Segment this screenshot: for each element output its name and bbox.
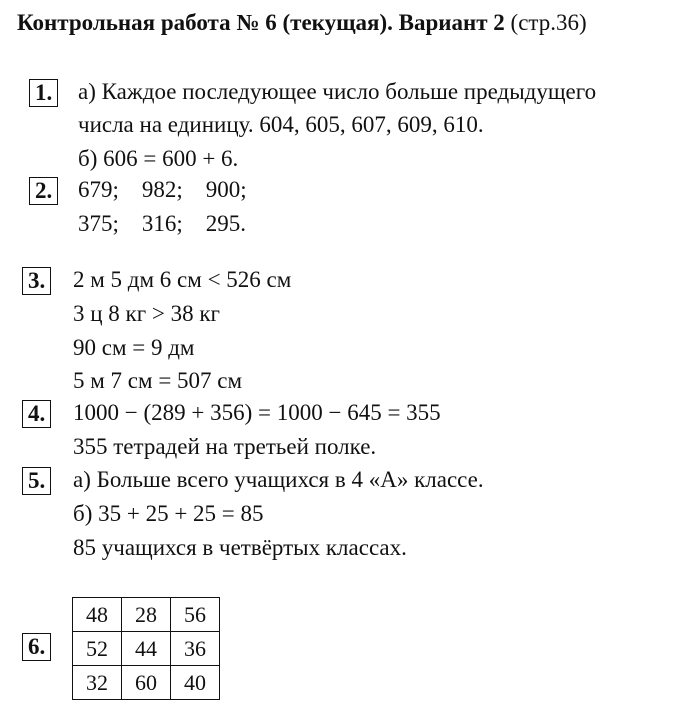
grid-cell: 36: [171, 632, 220, 666]
grid-cell: 44: [122, 632, 171, 666]
task-3-line-1: 2 м 5 дм 6 см < 526 см: [73, 267, 292, 292]
task-5-line-3: 85 учащихся в четвёртых классах.: [73, 535, 407, 560]
grid-cell: 40: [171, 666, 220, 700]
task-4-line-1: 1000 − (289 + 356) = 1000 − 645 = 355: [73, 400, 441, 425]
task-3-line-2: 3 ц 8 кг > 38 кг: [73, 301, 220, 326]
task-2-line-1: 679; 982; 900;: [78, 177, 247, 202]
grid-cell: 48: [73, 598, 122, 632]
task-2-line-2: 375; 316; 295.: [78, 211, 247, 236]
task-3-line-4: 5 м 7 см = 507 см: [73, 368, 243, 393]
grid-cell: 28: [122, 598, 171, 632]
grid-cell: 60: [122, 666, 171, 700]
title-main: Контрольная работа № 6 (текущая). Вариант 2: [17, 10, 505, 35]
task-5-line-2: б) 35 + 25 + 25 = 85: [73, 501, 264, 526]
task-number-4: 4.: [22, 400, 51, 428]
grid-row: [73, 598, 220, 632]
grid-cell: 32: [73, 666, 122, 700]
task-1-line-3: б) 606 = 600 + 6.: [78, 146, 239, 171]
grid-row: [73, 632, 220, 666]
task-1-line-2: числа на единицу. 604, 605, 607, 609, 610.: [78, 112, 484, 137]
task-4-line-2: 355 тетрадей на третьей полке.: [73, 434, 377, 459]
task-3-line-3: 90 см = 9 дм: [73, 335, 195, 360]
page-title: [17, 10, 587, 36]
task-number-2: 2.: [29, 177, 58, 205]
task-number-6: 6.: [22, 633, 51, 661]
task-number-3: 3.: [22, 267, 51, 295]
grid-cell: 56: [171, 598, 220, 632]
task-1-line-1: а) Каждое последующее число больше предыдущего: [78, 79, 597, 104]
page-reference: (стр.36): [510, 10, 587, 35]
grid-row: [73, 666, 220, 700]
grid-cell: 52: [73, 632, 122, 666]
number-grid: [72, 597, 220, 700]
task-number-5: 5.: [22, 467, 51, 495]
task-5-line-1: а) Больше всего учащихся в 4 «А» классе.: [73, 467, 484, 492]
task-number-1: 1.: [29, 79, 58, 107]
